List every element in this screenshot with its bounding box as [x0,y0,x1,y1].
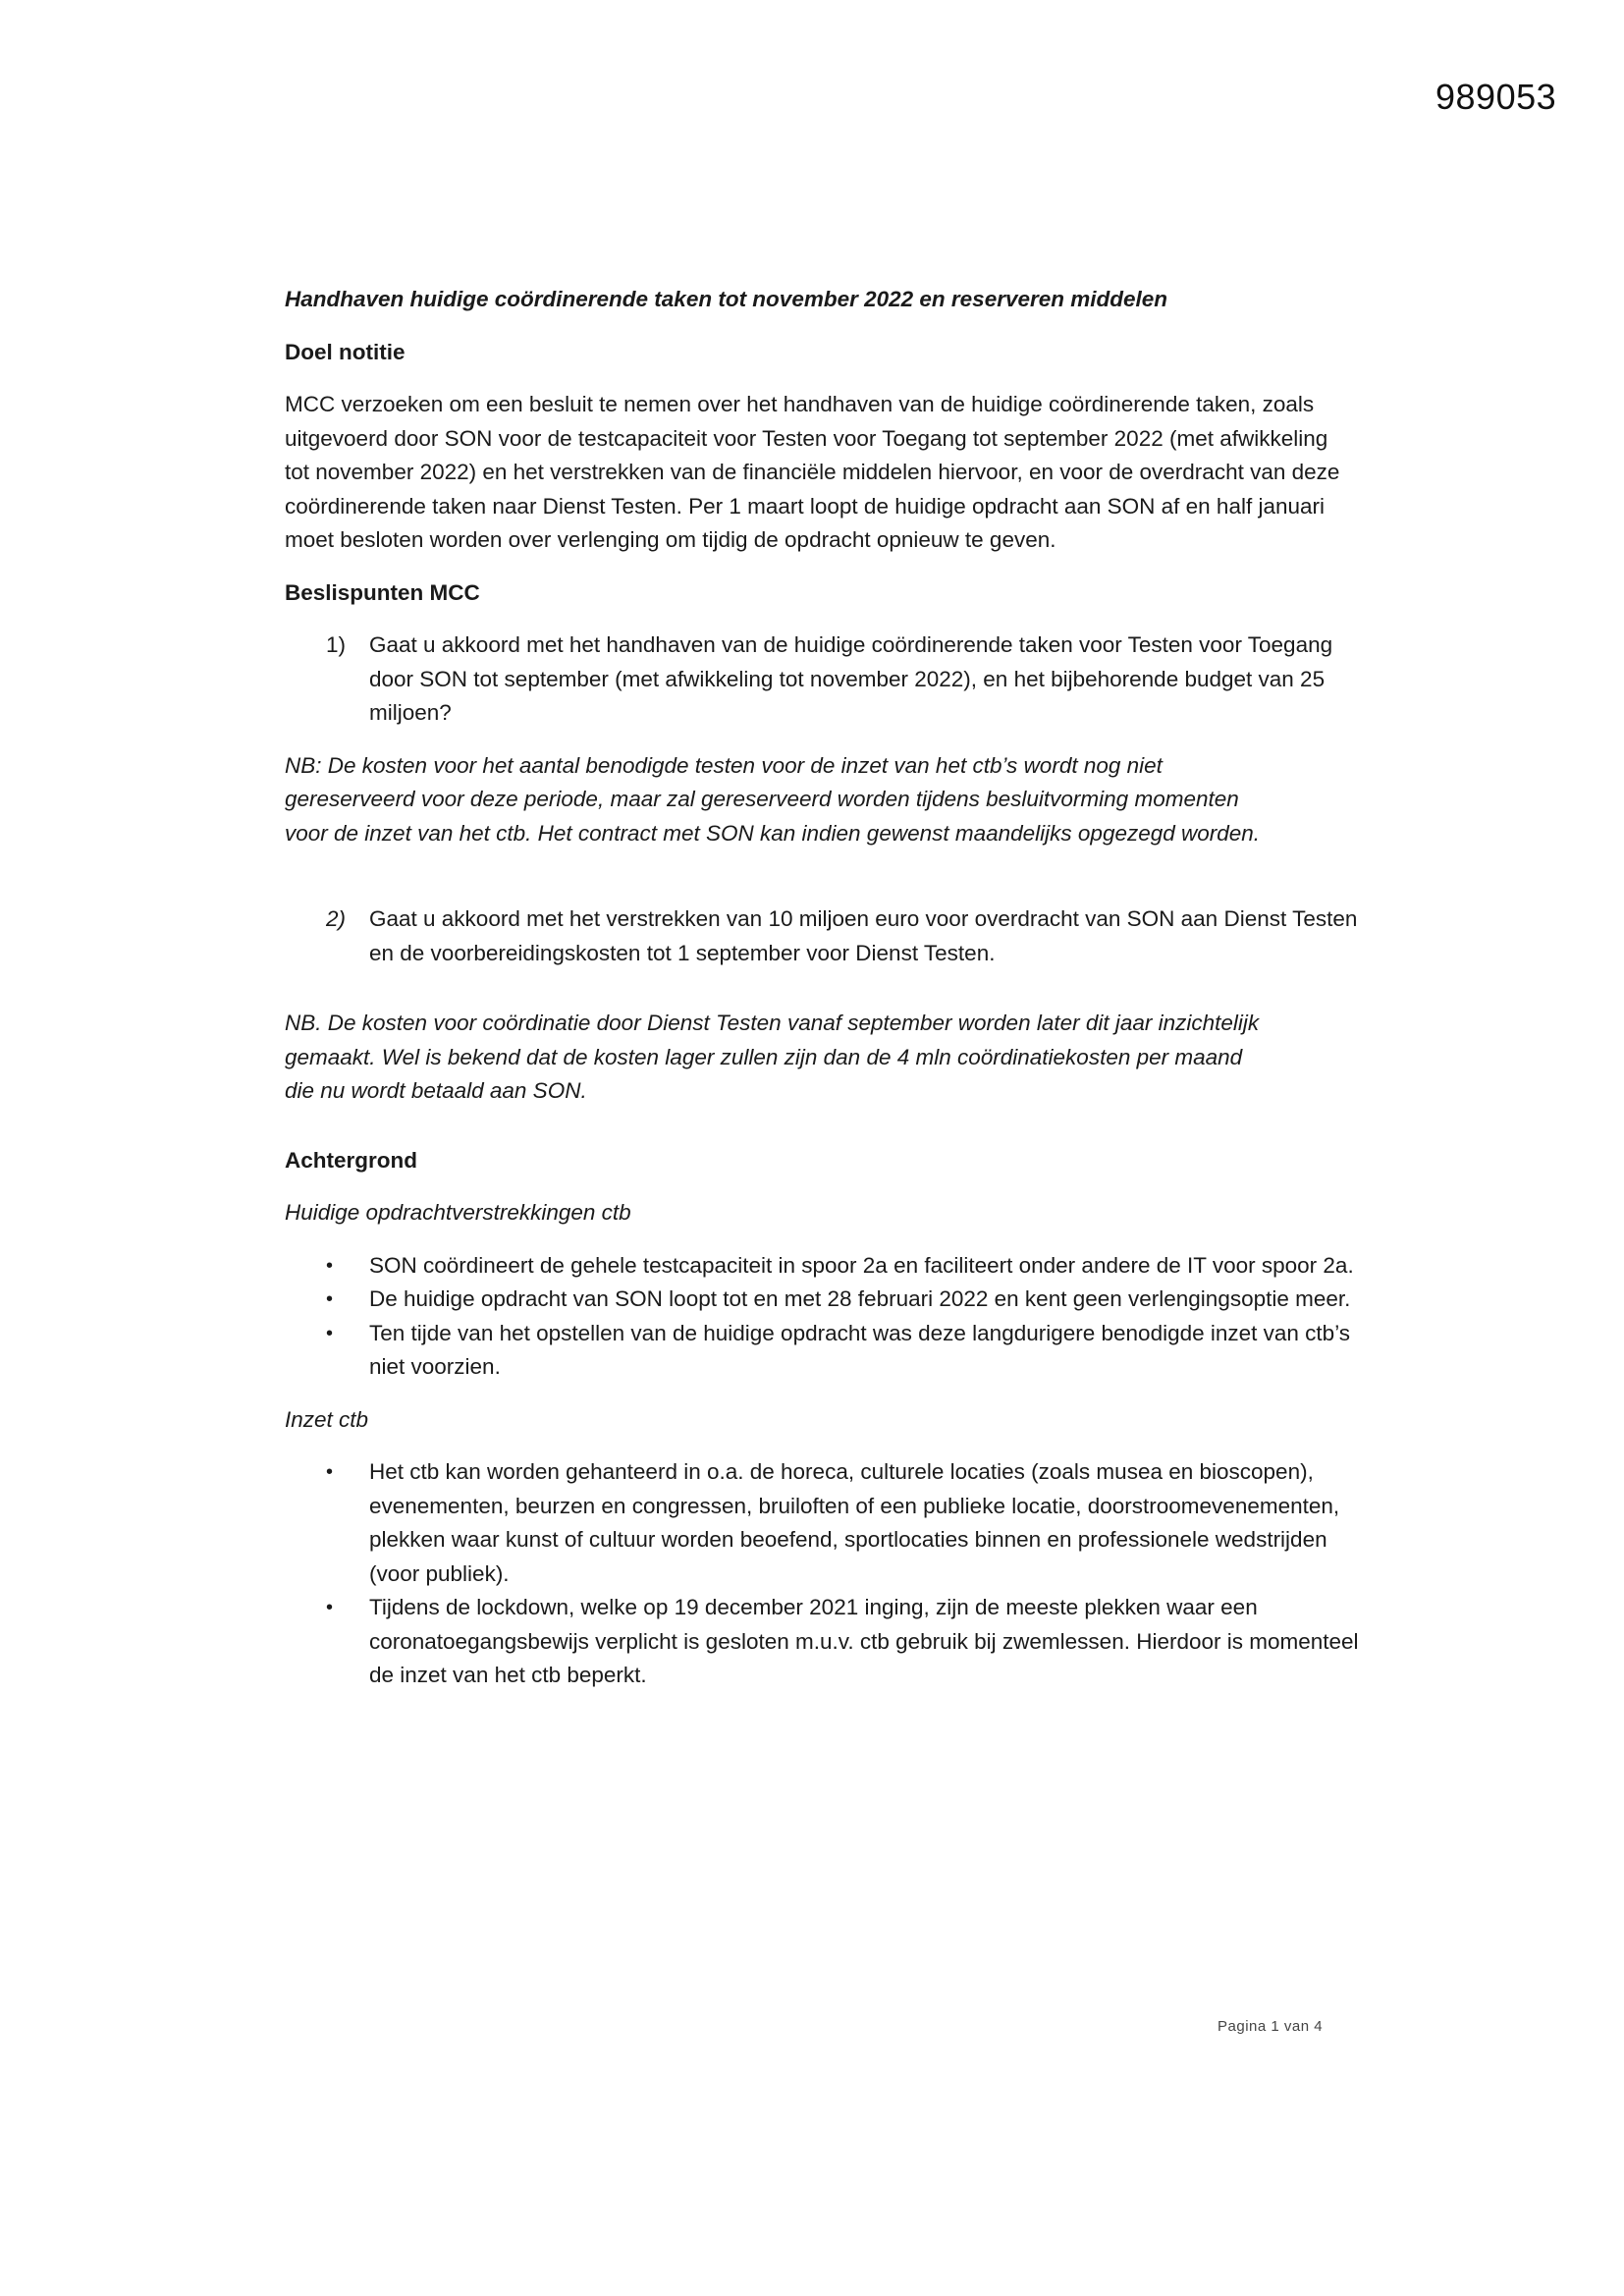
decision-number: 2) [326,906,347,931]
list-item [326,1591,1365,1693]
list-item [326,1283,1365,1317]
decision-note: NB: De kosten voor het aantal benodigde testen voor de inzet van het ctb’s wordt nog niet gereserveerd voor deze periode, maar zal gereserveerd worden tijdens besluitvorming momenten voor de inzet van het ctb. Het contract met SON kan indien gewenst maandelijks opgezegd worden. [285,752,1261,846]
decision-text: Gaat u akkoord met het verstrekken van 10 miljoen euro voor overdracht van SON aan Dienst Testen en de voorbereidingskosten tot 1 september voor Dienst Testen. [369,906,1358,965]
bullet-list-inzet-ctb [285,1455,1365,1693]
list-item [326,1455,1365,1591]
decision-note: NB. De kosten voor coördinatie door Dienst Testen vanaf september worden later dit jaar inzichtelijk gemaakt. Wel is bekend dat de kosten lager zullen zijn dan de 4 mln coördinatiekosten per maand die nu wordt betaald aan SON. [285,1011,1260,1103]
document-body [285,283,1365,1712]
doel-paragraph: MCC verzoeken om een besluit te nemen over het handhaven van de huidige coördinerende taken, zoals uitgevoerd door SON voor de testcapaciteit voor Testen voor Toegang tot september 2022 (met afwikkeling tot november 2022) en het verstrekken van de financiële middelen hiervoor, en voor de overdracht van deze coördinerende taken naar Dienst Testen. Per 1 maart loopt de huidige opdracht aan SON af en half januari moet besloten worden over verlenging om tijdig de opdracht opnieuw te geven. [285,392,1340,552]
list-item-text: SON coördineert de gehele testcapaciteit in spoor 2a en faciliteert onder andere de IT voor spoor 2a. [369,1252,1354,1278]
list-item-text: Ten tijde van het opstellen van de huidige opdracht was deze langdurigere benodigde inzet van ctb’s niet voorzien. [369,1320,1351,1379]
list-item-text: De huidige opdracht van SON loopt tot en met 28 februari 2022 en kent geen verlengingsoptie meer. [369,1286,1351,1311]
subheading-opdrachtverstrekkingen: Huidige opdrachtverstrekkingen ctb [285,1200,631,1225]
heading-doel-notitie: Doel notitie [285,339,406,364]
bullet-list-opdrachtverstrekkingen [285,1249,1365,1385]
decision-number: 1) [326,632,347,657]
list-item [326,1249,1365,1284]
page-number-footer: Pagina 1 van 4 [1218,2018,1324,2035]
list-item-text: Het ctb kan worden gehanteerd in o.a. de horeca, culturele locaties (zoals musea en bioscopen), evenementen, beurzen en congressen, bruiloften of een publieke locatie, doorstroomevenementen, plekken waar kunst of cultuur worden beoefend, sportlocaties binnen en professionele wedstrijden (voor publiek). [369,1459,1340,1586]
heading-achtergrond: Achtergrond [285,1147,417,1173]
bullet-icon: • [326,1288,334,1310]
subheading-inzet-ctb: Inzet ctb [285,1406,369,1432]
bullet-icon: • [326,1254,334,1277]
bullet-icon: • [326,1322,334,1344]
decision-item-2 [326,902,1365,970]
document-title: Handhaven huidige coördinerende taken tot november 2022 en reserveren middelen [285,287,1168,311]
list-item [326,1317,1365,1385]
decision-text: Gaat u akkoord met het handhaven van de huidige coördinerende taken voor Testen voor Toegang door SON tot september (met afwikkeling tot november 2022), en het bijbehorende budget van 25 miljoen? [369,632,1333,725]
bullet-icon: • [326,1461,334,1483]
list-item-text: Tijdens de lockdown, welke op 19 december 2021 inging, zijn de meeste plekken waar een coronatoegangsbewijs verplicht is gesloten m.u.v. ctb gebruik bij zwemlessen. Hierdoor is momenteel de inzet van het ctb beperkt. [369,1595,1359,1687]
decision-item-1 [326,629,1365,731]
bullet-icon: • [326,1597,334,1618]
heading-beslispunten: Beslispunten MCC [285,579,480,605]
document-number: 989053 [1435,77,1557,117]
